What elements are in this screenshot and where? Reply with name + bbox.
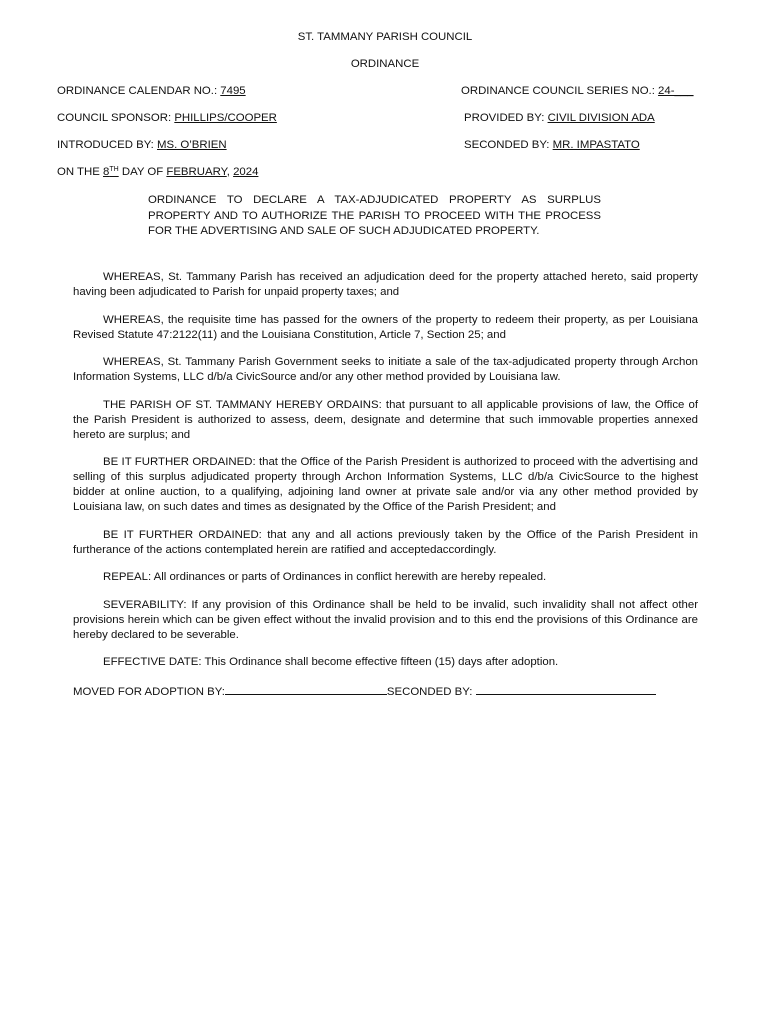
council-heading: ST. TAMMANY PARISH COUNCIL — [297, 31, 473, 43]
date-month: FEBRUARY — [166, 166, 227, 178]
calendar-number-line — [57, 84, 246, 99]
calendar-number: 7495 — [220, 85, 246, 97]
introduced-label: INTRODUCED BY: — [57, 139, 157, 151]
ordinance-heading: ORDINANCE — [350, 58, 420, 70]
introduced-value: MS. O’BRIEN — [157, 139, 227, 151]
series-number: 24-___ — [658, 85, 694, 97]
paragraph-whereas-2: WHEREAS, the requisite time has passed for the owners of the property to redeem their property, as per Louisiana Revised Statute 47:2122(11) and the Louisiana Constitution, Article 7, Section 25; and — [73, 313, 698, 341]
paragraph-repeal: REPEAL: All ordinances or parts of Ordinances in conflict herewith are hereby repealed. — [103, 571, 547, 583]
introduced-by-line — [57, 138, 227, 153]
sponsor-label: COUNCIL SPONSOR: — [57, 112, 175, 124]
series-label: ORDINANCE COUNCIL SERIES NO.: — [461, 85, 659, 97]
series-number-line — [461, 84, 694, 99]
paragraph-whereas-3: WHEREAS, St. Tammany Parish Government seeks to initiate a sale of the tax-adjudicated property through Archon Information Systems, LLC d/b/a CivicSource and/or any other method provided by Louisiana law. — [73, 356, 698, 383]
paragraph-effective-date: EFFECTIVE DATE: This Ordinance shall become effective fifteen (15) days after adoption. — [103, 656, 559, 668]
provided-by-line — [464, 111, 655, 126]
moved-blank-line[interactable] — [225, 683, 387, 695]
date-prefix: ON THE — [57, 166, 103, 178]
seconded-footer-label: SECONDED BY: — [386, 685, 476, 698]
sponsor-value: PHILLIPS/COOPER — [174, 112, 277, 124]
paragraph-whereas-1: WHEREAS, St. Tammany Parish has received an adjudication deed for the property attached hereto, said property having been adjudicated to Parish for unpaid property taxes; and — [73, 271, 698, 298]
paragraph-further-ordained-1: BE IT FURTHER ORDAINED: that the Office of the Parish President is authorized to proceed with the advertising and selling of this surplus adjudicated property through Archon Information Systems, LLC d/b/a CivicSource to the highest bidder at online auction, to a qualifying, adjoining land owner at private sale and/or via any other method provided by Louisiana law, on such dates and times as designated by the Office of the Parish President; and — [73, 456, 698, 513]
seconded-by-line — [464, 138, 640, 153]
paragraph-ordains: THE PARISH OF ST. TAMMANY HEREBY ORDAINS: that pursuant to all applicable provisions of law, the Office of the Parish President is authorized to assess, deem, designate and determine that such immovable properties annexed hereto are surplus; and — [73, 398, 698, 441]
ordinance-title: ORDINANCE TO DECLARE A TAX-ADJUDICATED PROPERTY AS SURPLUS PROPERTY AND TO AUTHORIZE THE PARISH TO PROCEED WITH THE PROCESS FOR THE ADVERTISING AND SALE OF SUCH ADJUDICATED PROPERTY. — [148, 194, 601, 237]
moved-label: MOVED FOR ADOPTION BY: — [73, 685, 225, 698]
provided-value: CIVIL DIVISION ADA — [547, 112, 655, 124]
provided-label: PROVIDED BY: — [464, 112, 548, 124]
date-line: ON THE 8TH DAY OF FEBRUARY, 2024 — [57, 166, 259, 178]
date-day: 8TH — [103, 166, 119, 178]
seconded-blank-line[interactable] — [476, 683, 656, 695]
date-year: 2024 — [233, 166, 259, 178]
seconded-label: SECONDED BY: — [464, 139, 553, 151]
paragraph-severability: SEVERABILITY: If any provision of this Ordinance shall be held to be invalid, such invalidity shall not affect other provisions herein which can be given effect without the invalid provision and to this end the provisions of this Ordinance are hereby declared to be severable. — [73, 598, 698, 641]
paragraph-further-ordained-2: BE IT FURTHER ORDAINED: that any and all actions previously taken by the Office of the Parish President in furtherance of the actions contemplated herein are ratified and acceptedaccordingly. — [73, 528, 698, 556]
sponsor-line — [57, 111, 277, 126]
adoption-signature-line — [73, 683, 698, 700]
calendar-label: ORDINANCE CALENDAR NO.: — [57, 85, 221, 97]
ordinance-body — [73, 270, 698, 700]
seconded-value: MR. IMPASTATO — [552, 139, 640, 151]
date-mid: DAY OF — [118, 166, 167, 178]
